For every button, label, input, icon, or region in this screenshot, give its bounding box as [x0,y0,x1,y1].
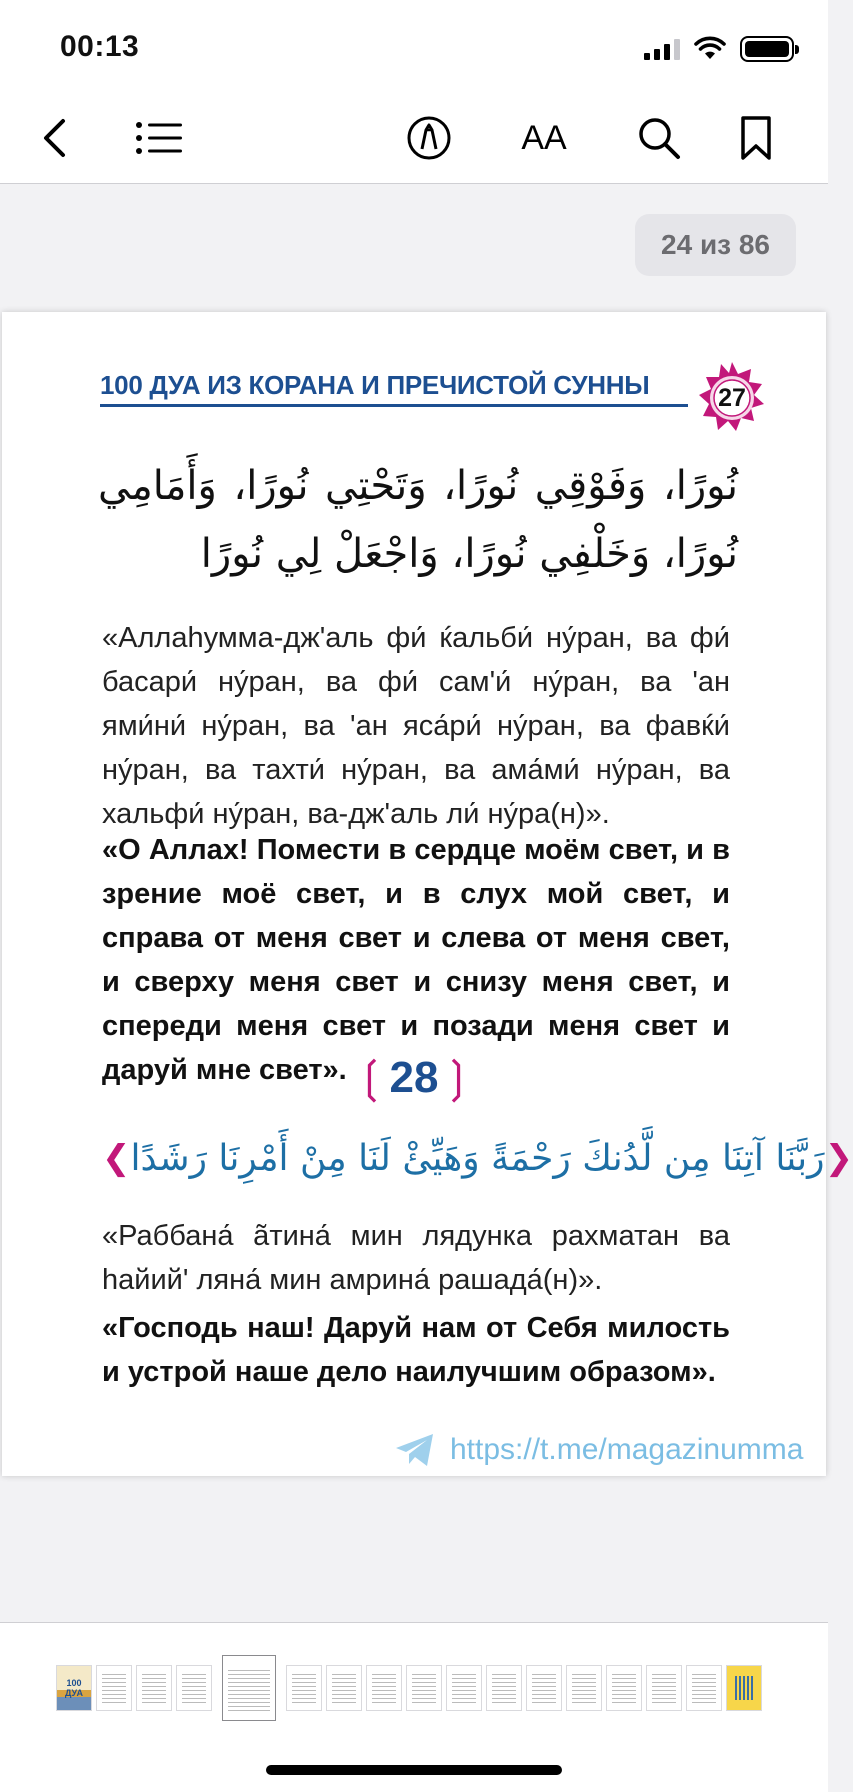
ornament-left-icon: ❮ [102,1138,131,1178]
page-thumbnail[interactable] [646,1665,682,1711]
bookmark-icon [740,115,772,161]
dua-27-arabic: نُورًا، وَفَوْقِي نُورًا، وَتَحْتِي نُورًا، وَأَمَامِي نُورًا، وَخَلْفِي نُورًا، وَاجْعَلْ لِي نُورًا [98,463,738,577]
back-button[interactable] [36,110,72,166]
search-button[interactable] [636,110,682,166]
telegram-link-text: https://t.me/magazinumma [450,1433,804,1466]
bookmark-button[interactable] [738,110,774,166]
page-number-badge [694,360,770,436]
page-thumbnail[interactable] [686,1665,722,1711]
page-thumbnail[interactable] [566,1665,602,1711]
dua-27-translation: «О Аллах! Помести в сердце моём свет, и в зрение моё свет, и в слух мой свет, и справа от меня свет и слева от меня свет, и сверху меня свет и снизу меня свет, и спереди меня свет и позади меня свет и даруй мне свет». [102,834,730,1086]
search-icon [637,116,681,160]
status-bar [0,0,828,92]
thumbnail-list [56,1655,762,1721]
title-underline [100,404,688,407]
page-thumbnail[interactable] [286,1665,322,1711]
page-thumbnail[interactable] [726,1665,762,1711]
pen-circle-icon [406,115,452,161]
dua-28-arabic-row [102,1120,853,1196]
page-thumbnail[interactable] [526,1665,562,1711]
list-icon [135,121,183,155]
dua-28-transliteration: «Раббана́ ãтина́ мин лядунка рахматан ва hайий' ляна́ мин амрина́ рашада́(н)». [102,1220,730,1296]
home-indicator[interactable] [266,1765,562,1775]
page-thumbnail[interactable] [326,1665,362,1711]
font-size-label: AA [521,118,567,157]
ornament-right-icon: ❯ [824,1138,853,1178]
page-thumbnail[interactable] [176,1665,212,1711]
page-thumbnail[interactable] [136,1665,172,1711]
dua-28-arabic: رَبَّنَا آتِنَا مِن لَّدُنكَ رَحْمَةً وَهَيِّئْ لَنَا مِنْ أَمْرِنَا رَشَدًا [130,1137,825,1179]
battery-icon [740,36,794,62]
signal-icon [644,38,680,60]
dua-28-number: 28 [389,1053,439,1102]
thumbnail-strip [0,1622,828,1792]
cover-thumbnail-title: 100 ДУА [65,1678,83,1698]
markup-button[interactable] [404,110,454,166]
page-thumbnail[interactable] [406,1665,442,1711]
chevron-left-icon [41,118,67,158]
dua-27-transliteration: «Аллаhумма-дж'аль фи́ ќальби́ ну́ран, ва фи́ басари́ ну́ран, ва фи́ сам'и́ ну́ран, ва 'ан ями́ни́ ну́ран, ва 'ан яса́ри́ ну́ран, ва фавќи́ ну́ран, ва тахти́ ну́ран, ва ама́ми́ ну́ран, ва хальфи́ ну́ран, ва-дж'аль ли́ ну́ра(н)». [102,622,730,830]
dua-28-translation: «Господь наш! Даруй нам от Себя милость и устрой наше дело наилучшим образом». [102,1312,730,1388]
book-title: 100 ДУА ИЗ КОРАНА И ПРЕЧИСТОЙ СУННЫ [100,370,650,400]
page-thumbnail[interactable] [56,1665,92,1711]
page-counter: 24 из 86 [635,214,796,276]
page-thumbnail[interactable] [366,1665,402,1711]
status-icons [644,36,794,62]
page-thumbnail[interactable] [446,1665,482,1711]
book-page[interactable] [2,312,853,1476]
reader-toolbar [0,92,828,184]
status-time: 00:13 [60,30,140,63]
telegram-link[interactable] [394,1432,803,1468]
contents-button[interactable] [134,110,184,166]
font-size-button[interactable] [514,110,574,166]
page-thumbnail[interactable] [96,1665,132,1711]
page-thumbnail[interactable] [486,1665,522,1711]
bracket-right-icon: ❳ [438,1053,476,1102]
dua-number-heading [2,1052,826,1103]
wifi-icon [694,37,726,61]
bracket-left-icon: ❲ [352,1053,390,1102]
page-thumbnail[interactable] [222,1655,276,1721]
telegram-icon [394,1432,436,1468]
page-number: 27 [718,383,746,412]
page-thumbnail[interactable] [606,1665,642,1711]
